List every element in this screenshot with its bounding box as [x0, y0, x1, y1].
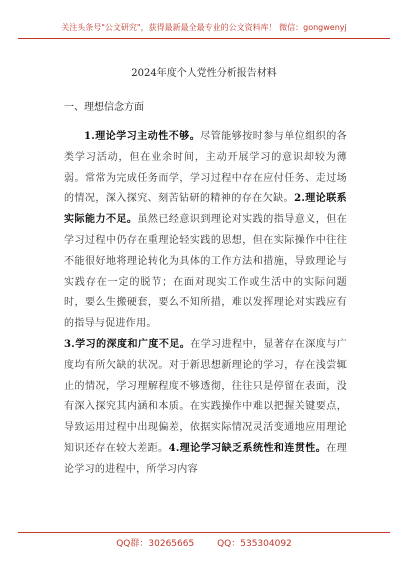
point-3-label: 3.学习的深度和广度不足。 [64, 338, 191, 350]
point-2-label: 2.理论联系实际能力不足。 [64, 193, 347, 226]
footer-qq-contact: QQ：535304092 [217, 539, 292, 549]
point-2-text: 虽然已经意识到理论对实践的指导意义，但在学习过程中仍存在重理论轻实践的思想，但在实际操作中往往不能很好地将理论转化为具体的工作方法和措施，导致理论与实践存在一定的脱节；在面对现实工作或生活中的实际问题时，要么生搬硬套，要么不知所措，难以发挥理论对实践应有的指导与促进作用。 [64, 214, 347, 330]
header-divider [18, 38, 390, 39]
footer-qq-group: QQ群：30265665 [116, 539, 195, 549]
body-text [64, 127, 347, 481]
point-3-text: 在学习进程中，显著存在深度与广度均有所欠缺的状况。对于新思想新理论的学习，存在浅尝辄止的情况，学习理解程度不够透彻，往往只是停留在表面，没有深入探究其内涵和本质。在实践操作中难以把握关键要点，导致运用过程中出现偏差，依据实际情况灵活变通地应用理论知识还存在较大差距。 [64, 338, 348, 454]
point-4-label: 4.理论学习缺乏系统性和连贯性。 [168, 442, 327, 454]
point-4-text: 在理论学习的进程中，所学习内容 [64, 442, 347, 475]
section-heading: 一、理想信念方面 [64, 102, 144, 113]
header-note: 关注头条号"公文研究"，获得最新最全最专业的公文资料库！ 微信：gongwenyj [61, 23, 347, 32]
footer [0, 536, 408, 549]
footer-divider [18, 532, 390, 533]
point-1-label: 1.理论学习主动性不够。 [84, 131, 201, 142]
document-title: 2024年度个人党性分析报告材料 [131, 68, 277, 79]
point-1-text: 尽管能够按时参与单位组织的各类学习活动，但在业余时间，主动开展学习的意识却较为薄弱。常常为完成任务而学，学习过程中存在应付任务、走过场的情况，深入探究、刻苦钻研的精神的存在欠缺。 [64, 131, 347, 205]
